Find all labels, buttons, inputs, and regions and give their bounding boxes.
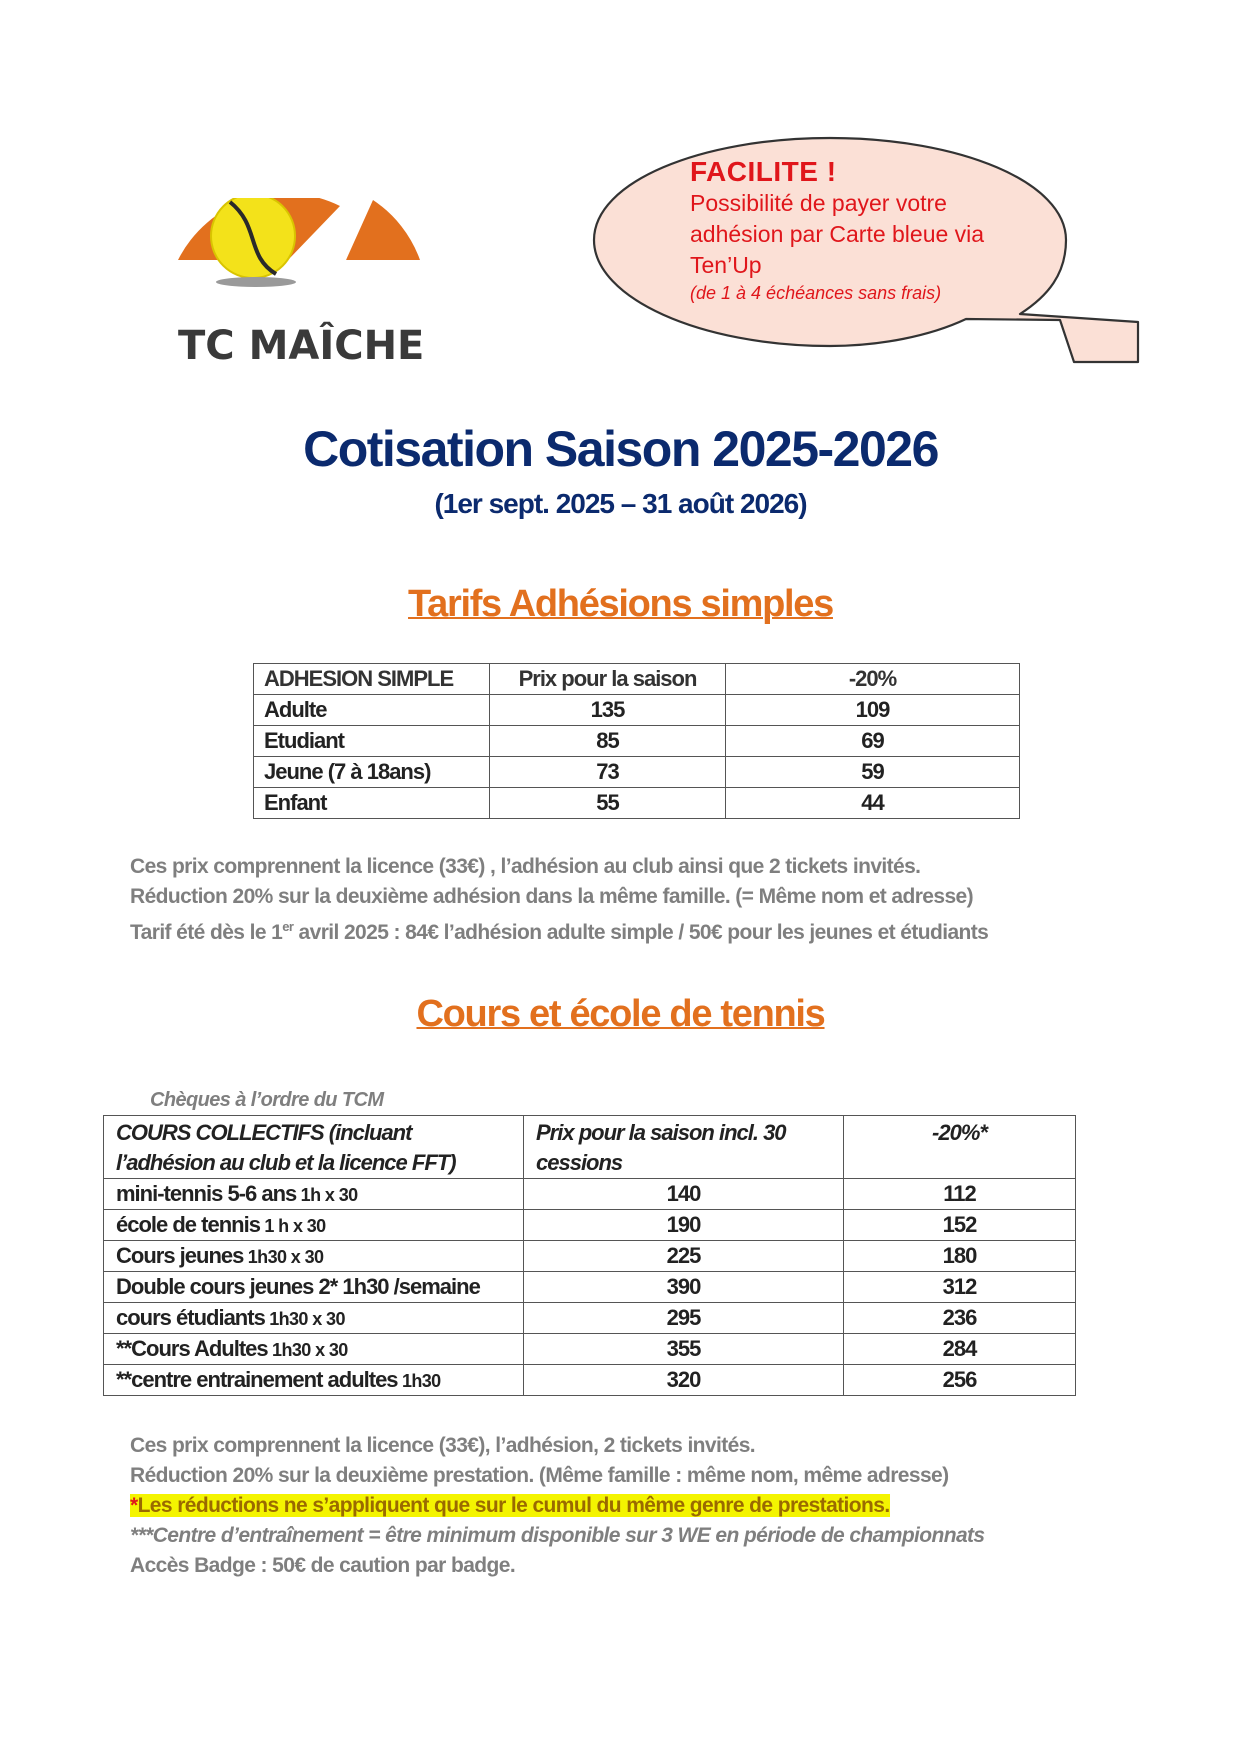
row-price: 390 xyxy=(524,1272,844,1303)
note-line: Tarif été dès le 1er avril 2025 : 84€ l’adhésion adulte simple / 50€ pour les jeunes et étudiants xyxy=(130,919,989,944)
row-price: 190 xyxy=(524,1210,844,1241)
row-label: Adulte xyxy=(254,695,490,726)
row-reduced-price: 59 xyxy=(726,757,1020,788)
bubble-title: FACILITE ! xyxy=(690,156,837,187)
table-header-row xyxy=(254,664,1020,695)
bubble-text xyxy=(690,156,1070,304)
header-cell: Prix pour la saison xyxy=(490,664,726,695)
section-title-adhesions: Tarifs Adhésions simples xyxy=(408,583,833,625)
row-price: 55 xyxy=(490,788,726,819)
note-line-highlighted: *Les réductions ne s’appliquent que sur le cumul du même genre de prestations. xyxy=(130,1494,890,1517)
row-label: Cours jeunes 1h30 x 30 xyxy=(104,1241,524,1272)
bubble-note: (de 1 à 4 échéances sans frais) xyxy=(690,283,942,303)
row-reduced-price: 256 xyxy=(844,1365,1076,1396)
note-line: Ces prix comprennent la licence (33€), l’adhésion, 2 tickets invités. xyxy=(130,1434,756,1457)
row-label: mini-tennis 5-6 ans 1h x 30 xyxy=(104,1179,524,1210)
cours-notes xyxy=(130,1431,985,1581)
row-label: Jeune (7 à 18ans) xyxy=(254,757,490,788)
table-row xyxy=(254,788,1020,819)
row-price: 85 xyxy=(490,726,726,757)
header-cell: COURS COLLECTIFS (incluant l’adhésion au club et la licence FFT) xyxy=(104,1116,524,1179)
table-header-row xyxy=(104,1116,1076,1179)
table-row xyxy=(104,1179,1076,1210)
row-label: cours étudiants 1h30 x 30 xyxy=(104,1303,524,1334)
page-title: Cotisation Saison 2025-2026 xyxy=(303,421,938,477)
row-reduced-price: 152 xyxy=(844,1210,1076,1241)
header-cell: Prix pour la saison incl. 30 cessions xyxy=(524,1116,844,1179)
section-title-cours: Cours et école de tennis xyxy=(416,993,825,1035)
note-line: Ces prix comprennent la licence (33€) , l’adhésion au club ainsi que 2 tickets invités. xyxy=(130,855,921,878)
row-price: 355 xyxy=(524,1334,844,1365)
cheques-note: Chèques à l’ordre du TCM xyxy=(150,1089,384,1111)
row-reduced-price: 312 xyxy=(844,1272,1076,1303)
row-price: 135 xyxy=(490,695,726,726)
row-label: Double cours jeunes 2* 1h30 /semaine xyxy=(104,1272,524,1303)
logo-text: TC MAÎCHE xyxy=(178,323,425,369)
row-reduced-price: 284 xyxy=(844,1334,1076,1365)
row-label: Etudiant xyxy=(254,726,490,757)
table-row xyxy=(104,1241,1076,1272)
row-label: école de tennis 1 h x 30 xyxy=(104,1210,524,1241)
row-reduced-price: 180 xyxy=(844,1241,1076,1272)
row-label: **Cours Adultes 1h30 x 30 xyxy=(104,1334,524,1365)
table-row xyxy=(254,757,1020,788)
row-reduced-price: 112 xyxy=(844,1179,1076,1210)
bubble-line: adhésion par Carte bleue via xyxy=(690,221,985,247)
header-cell: -20% xyxy=(726,664,1020,695)
adhesion-notes xyxy=(130,852,988,948)
header-cell: -20%* xyxy=(844,1116,1076,1179)
row-price: 295 xyxy=(524,1303,844,1334)
note-line: Réduction 20% sur la deuxième adhésion dans la même famille. (= Même nom et adresse) xyxy=(130,885,973,908)
row-price: 73 xyxy=(490,757,726,788)
cours-table xyxy=(103,1115,1076,1396)
table-row xyxy=(104,1334,1076,1365)
page-subtitle: (1er sept. 2025 – 31 août 2026) xyxy=(434,488,807,519)
table-row xyxy=(254,695,1020,726)
table-row xyxy=(104,1365,1076,1396)
table-row xyxy=(104,1210,1076,1241)
table-row xyxy=(254,726,1020,757)
row-price: 320 xyxy=(524,1365,844,1396)
row-label: Enfant xyxy=(254,788,490,819)
bubble-line: Ten’Up xyxy=(690,252,762,278)
row-reduced-price: 44 xyxy=(726,788,1020,819)
row-price: 225 xyxy=(524,1241,844,1272)
row-reduced-price: 69 xyxy=(726,726,1020,757)
note-line: Réduction 20% sur la deuxième prestation. (Même famille : même nom, même adresse) xyxy=(130,1464,949,1487)
note-line: Accès Badge : 50€ de caution par badge. xyxy=(130,1554,516,1577)
table-row xyxy=(104,1272,1076,1303)
adhesion-table xyxy=(253,663,1020,819)
note-line: ***Centre d’entraînement = être minimum disponible sur 3 WE en période de championnats xyxy=(130,1524,985,1547)
row-reduced-price: 236 xyxy=(844,1303,1076,1334)
row-reduced-price: 109 xyxy=(726,695,1020,726)
table-row xyxy=(104,1303,1076,1334)
header-cell: ADHESION SIMPLE xyxy=(254,664,490,695)
bubble-line: Possibilité de payer votre xyxy=(690,190,947,216)
row-label: **centre entrainement adultes 1h30 xyxy=(104,1365,524,1396)
row-price: 140 xyxy=(524,1179,844,1210)
